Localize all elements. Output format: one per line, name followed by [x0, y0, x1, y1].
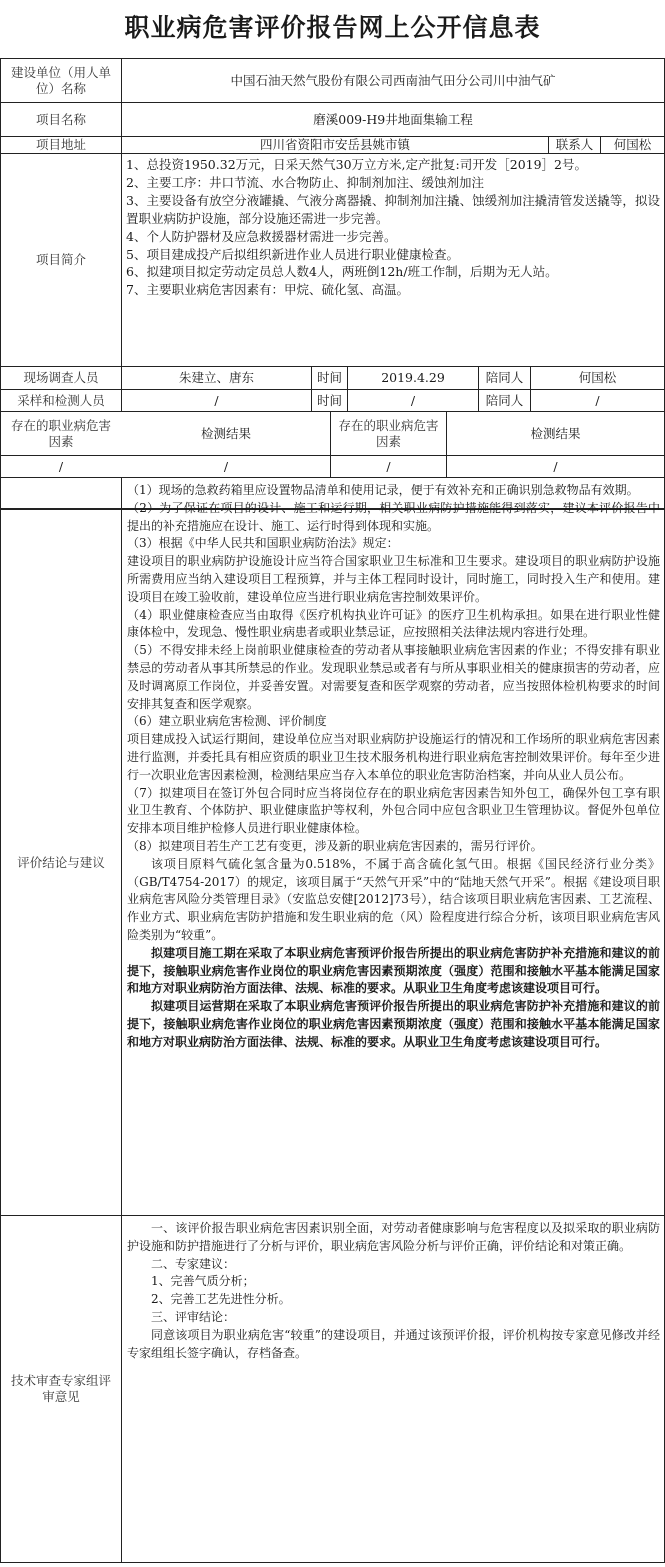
- brief-line: 2、主要工序：井口节流、水合物防止、抑制剂加注、缓蚀剂加注: [126, 174, 484, 190]
- conclusion-paragraph: 项目建成投入试运行期间，建设单位应当对职业病防护设施运行的情况和工作场所的职业病危害因素进行监测，并委托具有相应资质的职业卫生技术服务机构进行职业病危害控制效果评价。每年至少进行一次职业危害因素检测，检测结果应当存入本单位的职业危害防治档案，并向从业人员公布。: [127, 732, 660, 782]
- detection-result-header-1: 检测结果: [200, 425, 251, 441]
- contact-label: 联系人: [555, 137, 594, 152]
- project-brief-content: [126, 156, 660, 365]
- review-paragraph: 三、评审结论：: [151, 1309, 236, 1324]
- survey-time-value: 2019.4.29: [381, 370, 445, 385]
- sampling-staff-label: 采样和检测人员: [17, 392, 105, 408]
- conclusion-label: 评价结论与建议: [17, 854, 105, 870]
- brief-line: 4、个人防护器材及应急救援器材需进一步完善。: [126, 228, 397, 244]
- sampling-time-value: /: [410, 392, 416, 408]
- expert-review-content: [127, 1220, 660, 1560]
- conclusion-paragraph: 该项目原料气硫化氢含量为0.518%，不属于高含硫化氢气田。根据《国民经济行业分类》（GB/T4754-2017）的规定，该项目属于“天然气开采”中的“陆地天然气开采”。根据《建设项目职业病危害风险分类管理目录》（安监总安健[2012]73号），结合该项目职业病危害因素、工艺流程、作业方式、职业病危害防护措施和发生职业病的危（风）险程度进行综合分析，该项目职业病危害风险类别为“较重”。: [127, 856, 660, 942]
- brief-line: 5、项目建成投产后拟组织新进作业人员进行职业健康检查。: [126, 246, 459, 262]
- brief-line: 6、拟建项目拟定劳动定员总人数4人，两班倒12h/班工作制，后期为无人站。: [126, 264, 558, 280]
- page-title: 职业病危害评价报告网上公开信息表: [124, 13, 541, 42]
- project-address-label: 项目地址: [35, 137, 86, 152]
- project-name-value: 磨溪009-H9井地面集输工程: [313, 111, 473, 127]
- detection-result-value-2: /: [553, 458, 558, 474]
- unit-label: 建设单位（用人单位）名称: [10, 64, 111, 96]
- unit-value: 中国石油天然气股份有限公司西南油气田分公司川中油气矿: [230, 72, 556, 88]
- hazard-factor-value-2: /: [386, 458, 391, 474]
- brief-line: 7、主要职业病危害因素有：甲烷、硫化氢、高温。: [126, 282, 409, 298]
- conclusion-paragraph: （8）拟建项目若生产工艺有变更，涉及新的职业病危害因素的，需另行评价。: [127, 838, 543, 853]
- brief-line: 3、主要设备有放空分液罐撬、气液分离器撬、抑制剂加注撬、蚀缓剂加注撬清管发送撬等，拟设置职业病防护设施，部分设施还需进一步完善。: [126, 192, 660, 226]
- conclusion-paragraph: 建设项目的职业病防护设施设计应当符合国家职业卫生标准和卫生要求。建设项目的职业病防护设施所需费用应当纳入建设项目工程预算，并与主体工程同时设计，同时施工，同时投入生产和使用。建设项目在竣工验收前，建设单位应当进行职业病危害控制效果评价。: [127, 554, 660, 604]
- project-name-label: 项目名称: [35, 111, 86, 127]
- detection-result-value-1: /: [223, 458, 229, 474]
- survey-staff-label: 现场调查人员: [23, 370, 99, 385]
- conclusion-paragraph: （2）为了保证在项目的设计、施工和运行期，相关职业病防护措施能得到落实，建议本评价报告中提出的补充措施应在设计、施工、运行时得到体现和实施。: [127, 500, 660, 533]
- review-paragraph: 二、专家建议：: [151, 1256, 236, 1271]
- sampling-accompany-value: /: [595, 392, 600, 408]
- review-paragraph: 2、完善工艺先进性分析。: [151, 1292, 291, 1307]
- sampling-accompany-label: 陪同人: [485, 392, 524, 408]
- review-paragraph: 同意该项目为职业病危害“较重”的建设项目，并通过该预评价报，评价机构按专家意见修改并经专家组组长签字确认，存档备查。: [127, 1327, 660, 1360]
- hazard-factor-header-2: 存在的职业病危害因素: [338, 417, 439, 449]
- project-brief-label: 项目简介: [35, 252, 86, 267]
- conclusion-paragraph: （6）建立职业病危害检测、评价制度: [127, 714, 327, 729]
- detection-result-header-2: 检测结果: [530, 425, 581, 441]
- conclusion-paragraph: （5）不得安排未经上岗前职业健康检查的劳动者从事接触职业病危害因素的作业；不得安排有职业禁忌的劳动者从事其所禁忌的作业。发现职业禁忌或者有与所从事职业相关的健康损害的劳动者，应及时调离原工作岗位，并妥善安置。对需要复查和医学观察的劳动者，应当按照体检机构要求的时间安排其复查和医学观察。: [127, 643, 660, 711]
- conclusion-paragraph: （1）现场的急救药箱里应设置物品清单和使用记录，便于有效补充和正确识别急救物品有效期。: [127, 483, 639, 497]
- survey-staff-value: 朱建立、唐东: [178, 370, 254, 385]
- conclusion-paragraph: 拟建项目运营期在采取了本职业病危害预评价报告所提出的职业病危害防护补充措施和建议的前提下，接触职业病危害作业岗位的职业病危害因素预期浓度（强度）范围和接触水平基本能满足国家和地方对职业病防治方面法律、法规、标准的要求。从职业卫生角度考虑该建设项目可行。: [127, 999, 660, 1049]
- sampling-staff-value: /: [214, 392, 219, 408]
- project-address-value: 四川省资阳市安岳县姚市镇: [259, 137, 410, 152]
- review-paragraph: 1、完善气质分析；: [151, 1274, 255, 1289]
- info-table: [0, 58, 665, 1563]
- conclusion-paragraph: （3）根据《中华人民共和国职业病防治法》规定：: [127, 536, 399, 551]
- hazard-factor-value-1: /: [58, 458, 64, 474]
- conclusion-paragraph: （4）职业健康检查应当由取得《医疗机构执业许可证》的医疗卫生机构承担。如果在进行职业性健康体检中，发现急、慢性职业病患者或职业禁忌证，应按照相关法律法规内容进行处理。: [127, 607, 660, 640]
- expert-review-label: 技术审查专家组评审意见: [10, 1373, 111, 1404]
- contact-value: 何国松: [613, 137, 652, 152]
- conclusion-paragraph: 拟建项目施工期在采取了本职业病危害预评价报告所提出的职业病危害防护补充措施和建议的前提下，接触职业病危害作业岗位的职业病危害因素预期浓度（强度）范围和接触水平基本能满足国家和地方对职业病防治方面法律、法规、标准的要求。从职业卫生角度考虑该建设项目可行。: [127, 945, 660, 996]
- brief-line: 1、总投资1950.32万元，日采天然气30万立方米,定产批复:司开发［2019］2号。: [126, 157, 587, 172]
- survey-accompany-value: 何国松: [578, 370, 617, 385]
- review-paragraph: 一、该评价报告职业病危害因素识别全面，对劳动者健康影响与危害程度以及拟采取的职业病防护设施和防护措施进行了分析与评价，职业病危害风险分析与评价正确，评价结论和对策正确。: [127, 1221, 660, 1253]
- hazard-factor-header-1: 存在的职业病危害因素: [10, 417, 111, 449]
- conclusion-content: [127, 482, 660, 1214]
- survey-accompany-label: 陪同人: [485, 370, 524, 385]
- conclusion-paragraph: （7）拟建项目在签订外包合同时应当将岗位存在的职业病危害因素告知外包工，确保外包工享有职业卫生教育、个体防护、职业健康监护等权利，外包合同中应包含职业卫生管理协议。督促外包单位安排本项目维护检修人员进行职业健康体检。: [127, 785, 660, 836]
- survey-time-label: 时间: [316, 370, 342, 385]
- sampling-time-label: 时间: [316, 392, 342, 408]
